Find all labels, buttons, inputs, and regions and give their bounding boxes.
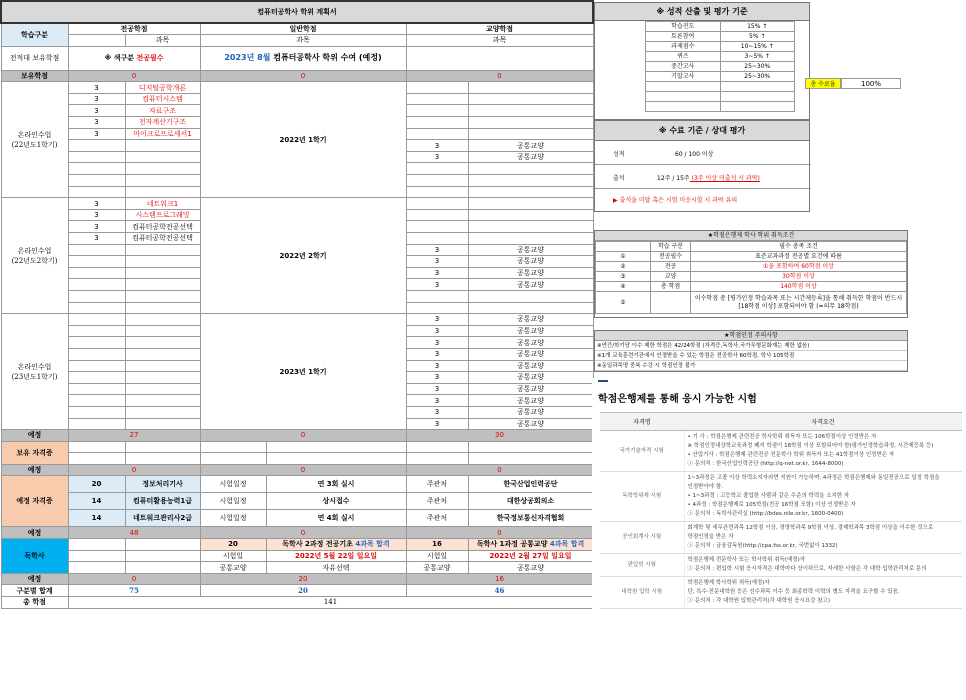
semester-2-label: 온라인수업 (22년도2학기) (1, 198, 68, 314)
held-general: 0 (200, 70, 406, 82)
header-liberal: 교양학점 (406, 23, 593, 35)
course: 컴퓨터시스템 (125, 93, 200, 105)
self-study-label: 독학사 (1, 539, 68, 574)
color-note: ※ 색구분 전공필수 (68, 46, 200, 70)
prev-credit-label: 전적대 보유학점 (1, 46, 68, 70)
page-title: 컴퓨터공학사 학위 계획서 (1, 1, 593, 23)
sum-label: 구분별 합계 (1, 585, 68, 597)
exam-table: 자격명 자격요건 국가기술자격 시험 • 기 사 : 학점은행제 관련전공 학사학위 취득자 또는 106학점이상 인정받은 자 ※ 학점인정대상학교육과정 폐지 학점이 18학점 이상 포함되어야 함(평가인정학습과정, 시간제등록 등) • 산업기사 : 학점은행제 관련전공 전문학사 학위 취득자 또는 41학점이상 인정받은 자 ⓘ 문의처 : 한국산업인력공단 (http://q-net.or.kr, 1644-8000) 독학학위제 시험 1~3과정은 고졸 이상 학력소지자라면 지원이 가능하며, 4과정은 학점은행제와 동일전공으로 일정 학점을 인정받아야 함. • 1~3과정 : 고등학교 졸업한 사람과 같은 수준의 학력을 소지한 자 • 4과정 : 학점은행제로 105학점(전공 16학점 포함) 이상 인정받은 자 ⓘ 문의처 : 독학사관리실 (http://bdes.nile.or.kr, 1600-0400) 공인회계사 시험 회계학 및 세무관련과목 12학점 이상, 경영학과목 9학점 이상, 경제학과목 3학점 이상을 이수한 것으로 학점인정을 받은 자 ⓘ 문의처 : 금융감독원(http://cpa.fss.or.kr, 국번없이 1332) 편입학 시험 학점은행제 전문학사 또는 학사학위 취득(예정)자 ⓘ 문의처 : 편입학 시험 응시자격은 대학마다 상이하므로, 자세한 사항은 각 대학 입학관리처로 문의 대학원 입학 시험 학점은행제 학사학위 취득(예정)자 단, 특수·전문대학원 등은 선수과목 이수 등 최종학력 이력의 별도 자격을 요구할 수 있음. ⓘ 문의처 : 각 대학원 입학관리처(각 대학원 응시요강 참고) (600, 412, 962, 609)
grading-row: 토론참여 5% ↑ (646, 32, 795, 42)
course: 공통교양 (468, 360, 593, 372)
note-item: ※연간/학기당 이수 제한 학점은 42/24학점 (자격증,독학사,국가무형문화재는 제한 없음) (595, 341, 907, 351)
course: 컴퓨터공학전공선택 (125, 221, 200, 233)
course: 공통교양 (468, 279, 593, 291)
course: 공통교양 (468, 348, 593, 360)
cert-name: 컴퓨터활용능력1급 (125, 493, 200, 510)
course: 공통교양 (468, 267, 593, 279)
degree-row: ④ 총 학점 140학점 이상 (596, 282, 907, 292)
semester-2-term: 2022년 2학기 (200, 198, 406, 314)
course: 공통교양 (468, 325, 593, 337)
held-liberal: 0 (406, 70, 593, 82)
course: 마이크로프로세서1 (125, 128, 200, 140)
exam-section (592, 378, 966, 700)
course: 자료구조 (125, 105, 200, 117)
total-value: 141 (68, 597, 593, 609)
exam-title: 학점은행제를 통해 응시 가능한 시험 (598, 394, 757, 405)
cert-name: 정보처리기사 (125, 476, 200, 493)
self-study-liberal: 독학사 1과정 공통교양 4과목 합격 (468, 539, 593, 551)
grading-table (645, 21, 795, 112)
course: 공통교양 (468, 337, 593, 349)
total-label: 총 학점 (1, 597, 68, 609)
course: 공통교양 (468, 372, 593, 384)
degree-row: ① 전공필수 표준교과과정 전공별 요건에 따름 (596, 252, 907, 262)
course: 공통교양 (468, 406, 593, 418)
course: 공통교양 (468, 140, 593, 152)
header-category: 학습구분 (1, 23, 68, 46)
course: 네트워크1 (125, 198, 200, 210)
self-study-general: 독학사 2과정 전공기초 4과목 합격 (266, 539, 406, 551)
degree-row: ⑤ 이수학점 중 [평가인정 학습과목 또는 시간제등록]을 통해 취득한 학점이 반드시 [18학점 이상] 포함되어야 함 (=의무 18학점) (596, 292, 907, 314)
exam-row: 편입학 시험 학점은행제 전문학사 또는 학사학위 취득(예정)자 ⓘ 문의처 : 편입학 시험 응시자격은 대학마다 상이하므로, 자세한 사항은 각 대학 입학관리처로 문의 (600, 554, 962, 577)
grading-row: 기말고사 25~30% (646, 72, 795, 82)
semester-1-label: 온라인수업 (22년도1학기) (1, 82, 68, 198)
notes-box: ★학점인정 주의사항 ※연간/학기당 이수 제한 학점은 42/24학점 (자격증,독학사,국가무형문화재는 제한 없음) ※1개 교육훈련기관에서 인정받을 수 있는 학점은 전공학사 60학점, 학사 105학점 ※동일과목명 중복 수강 시 학점인정 불가 (594, 330, 908, 372)
graduation-note: 2023년 8월 컴퓨터공학사 학위 수여 (예정) (200, 46, 406, 70)
degree-table: 학습 구분 필수 충족 조건 ① 전공필수 표준교과과정 전공별 요건에 따름 ② 전공 ①을 포함하여 60학점 이상 ③ 교양 30학점 이상 ④ 총 학점 140학점 이상 ⑤ 이수학점 중 [평가인정 학습과목 또는 시간제등록]을 통해 취득한 학점이 반드시 [18학점 이상] 포함되어야 함 (=의무 18학점) (595, 241, 907, 314)
note-item: ※1개 교육훈련기관에서 인정받을 수 있는 학점은 전공학사 60학점, 학사 105학점 (595, 351, 907, 361)
course: 디지털공학개론 (125, 82, 200, 94)
course: 공통교양 (468, 314, 593, 326)
course: 공통교양 (468, 151, 593, 163)
semester-1-term: 2022년 1학기 (200, 82, 406, 198)
degree-row: ③ 교양 30학점 이상 (596, 272, 907, 282)
exam-row: 독학학위제 시험 1~3과정은 고졸 이상 학력소지자라면 지원이 가능하며, 4과정은 학점은행제와 동일전공으로 일정 학점을 인정받아야 함. • 1~3과정 : 고등학교 졸업한 사람과 같은 수준의 학력을 소지한 자 • 4과정 : 학점은행제로 105학점(전공 16학점 포함) 이상 인정받은 자 ⓘ 문의처 : 독학사관리실 (http://bdes.nile.or.kr, 1600-0400) (600, 472, 962, 522)
subject-header: 과목 (200, 35, 406, 47)
semester-3-term: 2023년 1학기 (200, 314, 406, 430)
degree-row: ② 전공 ①을 포함하여 60학점 이상 (596, 262, 907, 272)
degree-plan-table: 컴퓨터공학사 학위 계획서 학습구분 전공학점 일반학점 교양학점 과목 과목 과목 전적대 보유학점 ※ 색구분 전공필수 2023년 8월 컴퓨터공학사 학위 수여 (예정) 보유학점 0 0 0 온라인수업 (22년도1학기) 3 디지털공학개론 2022년 1학기 3 컴퓨터시스템 3 자료구조 3 전자계산기구조 3 마이크로프로세서1 3 공통교양 3 공통교양 온라인수업 (22년도2학기) 3 네트워크1 2022년 2학기 3 시스템프로그래밍 3 컴퓨터공학전공선택 3 컴퓨터공학전공선택 3 공통교양 3 공통교양 3 공통교양 3 공통교양 온라인수업 (23년도1학기) 2023년 1학기 3 공통교양 3 공통교양 3 공통교양 3 공통교양 3 공통교양 3 공통교양 3 공통교양 3 공통교양 3 공통교양 3 공통교양 예정 27 0 30 보유 자격증 예정 0 0 0 예정 자격증 20 정보처리기사 시험일정 연 3회 실시 주관처 한국산업인력공단 14 컴퓨터활용능력1급 시험일정 상시접수 주관처 대한상공회의소 14 네트워크관리사2급 시험일정 연 4회 실시 주관처 한국정보통신자격협회 예정 48 0 0 독학사 20 독학사 2과정 전공기초 4과목 합격 16 독학사 1과정 공통교양 4과목 합격 시험일 2022년 5월 22일 일요일 시험일 2022년 2월 27일 일요일 공통교양 자유선택 공통교양 공통교양 예정 0 20 16 구분별 합계 75 20 46 총 학점 141 (0, 0, 594, 609)
pass-box: ※ 수료 기준 / 상대 평가 성적 60 / 100 이상 출석 12주 / 15주 (3주 이상 미출석 시 과락) ▶ 출석을 미달 혹은 시험 미응시할 시 과락 유의 (594, 120, 810, 212)
course: 공통교양 (468, 383, 593, 395)
exam-row: 대학원 입학 시험 학점은행제 학사학위 취득(예정)자 단, 특수·전문대학원 등은 선수과목 이수 등 최종학력 이력의 별도 자격을 요구할 수 있음. ⓘ 문의처 : 각 대학원 입학관리처(각 대학원 응시요강 참고) (600, 577, 962, 609)
total-rate-label: 총 수료율 (805, 78, 841, 89)
semester-3-label: 온라인수업 (23년도1학기) (1, 314, 68, 430)
header-general: 일반학점 (200, 23, 406, 35)
exam-row: 국가기술자격 시험 • 기 사 : 학점은행제 관련전공 학사학위 취득자 또는 106학점이상 인정받은 자 ※ 학점인정대상학교육과정 폐지 학점이 18학점 이상 포함되어야 함(평가인정학습과정, 시간제등록 등) • 산업기사 : 학점은행제 관련전공 전문학사 학위 취득자 또는 41학점이상 인정받은 자 ⓘ 문의처 : 한국산업인력공단 (http://q-net.or.kr, 1644-8000) (600, 431, 962, 472)
course: 시스템프로그래밍 (125, 209, 200, 221)
header-major: 전공학점 (68, 23, 200, 35)
exam-row: 공인회계사 시험 회계학 및 세무관련과목 12학점 이상, 경영학과목 9학점 이상, 경제학과목 3학점 이상을 이수한 것으로 학점인정을 받은 자 ⓘ 문의처 : 금융감독원(http://cpa.fss.or.kr, 국번없이 1332) (600, 522, 962, 554)
subject-header: 과목 (406, 35, 593, 47)
course: 전자계산기구조 (125, 117, 200, 129)
grading-row: 중간고사 25~30% (646, 62, 795, 72)
grading-box (594, 2, 810, 120)
course: 컴퓨터공학전공선택 (125, 233, 200, 245)
subject-header: 과목 (125, 35, 200, 47)
held-major: 0 (68, 70, 200, 82)
held-credit-label: 보유학점 (1, 70, 68, 82)
course: 공통교양 (468, 395, 593, 407)
plan-label: 예정 (1, 430, 68, 442)
grading-row: 퀴즈 3~5% ↑ (646, 52, 795, 62)
held-cert-label: 보유 자격증 (1, 441, 68, 464)
grading-title: ※ 성적 산출 및 평가 기준 (595, 3, 809, 21)
planned-cert-label: 예정 자격증 (1, 476, 68, 527)
course: 공통교양 (468, 418, 593, 430)
course: 공통교양 (468, 244, 593, 256)
course: 공통교양 (468, 256, 593, 268)
degree-conditions-box: ★학점은행제 학사 학위 취득조건 학습 구분 필수 충족 조건 ① 전공필수 표준교과과정 전공별 요건에 따름 ② 전공 ①을 포함하여 60학점 이상 ③ 교양 30학점 이상 ④ 총 학점 140학점 이상 ⑤ 이수학점 중 [평가인정 학습과목 또는 시간제등록]을 통해 취득한 학점이 반드시 [18학점 이상] 포함되어야 함 (=의무 18학점) (594, 230, 908, 318)
cert-name: 네트워크관리사2급 (125, 510, 200, 527)
total-rate-value: 100% (841, 78, 901, 89)
note-item: ※동일과목명 중복 수강 시 학점인정 불가 (595, 361, 907, 371)
grading-row: 과제점수 10~15% ↑ (646, 42, 795, 52)
grading-row: 학습진도 15% ↑ (646, 22, 795, 32)
